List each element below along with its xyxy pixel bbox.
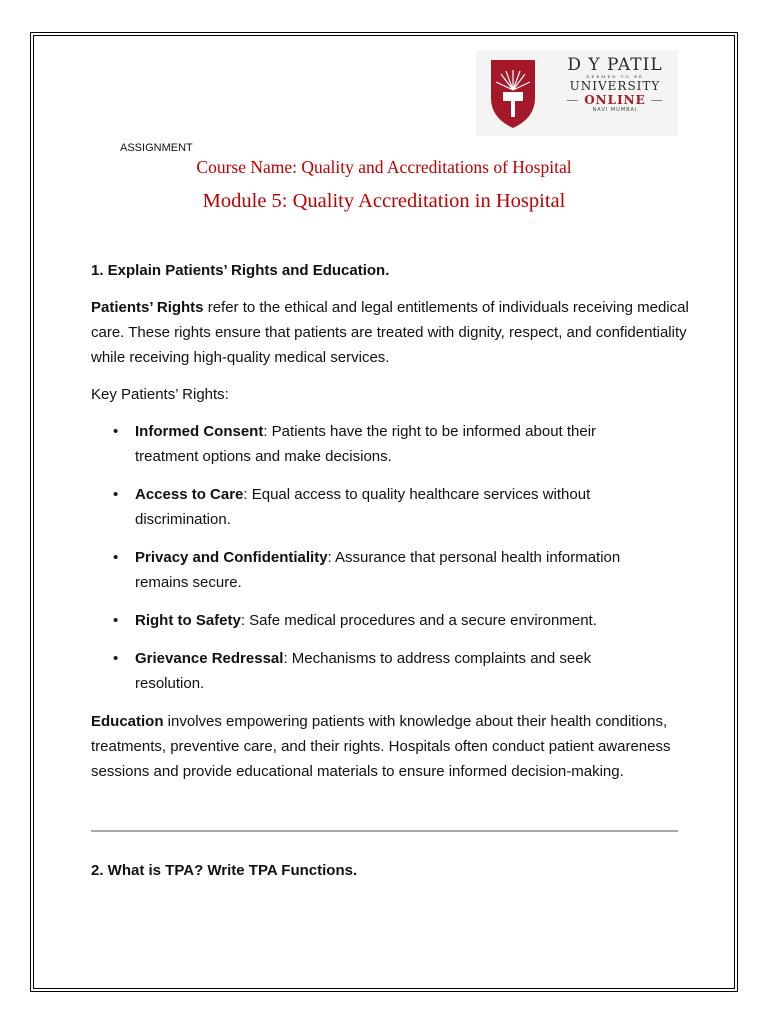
- education-term: Education: [91, 713, 164, 730]
- question-1-heading: 1. Explain Patients’ Rights and Education.: [91, 262, 390, 279]
- right-term: Privacy and Confidentiality: [135, 549, 328, 566]
- bullet-icon: •: [113, 549, 119, 566]
- university-logo: [476, 50, 678, 136]
- right-term: Informed Consent: [135, 423, 264, 440]
- document-body: [91, 258, 691, 796]
- patients-rights-text: refer to the ethical and legal entitlements of individuals receiving medical care. These rights ensure that patients are treated with dignity, respect, and confidentiality while receiving high-quality medical services.: [91, 299, 689, 366]
- list-item: [113, 482, 691, 532]
- list-item: [113, 419, 691, 469]
- logo-line-3: — ONLINE —: [566, 93, 664, 107]
- right-text: : Mechanisms to address complaints and seek resolution.: [135, 650, 592, 692]
- education-paragraph: [91, 709, 691, 784]
- right-term: Grievance Redressal: [135, 650, 284, 667]
- logo-online-text: ONLINE: [584, 93, 646, 107]
- course-name: Course Name: Quality and Accreditations of Hospital: [196, 157, 572, 177]
- bullet-icon: •: [113, 612, 119, 629]
- logo-line-1-sub: DEEMED TO BE: [586, 74, 644, 79]
- right-text: : Patients have the right to be informed about their treatment options and make decisions.: [135, 423, 597, 465]
- logo-line-2: UNIVERSITY: [569, 79, 661, 93]
- patients-rights-term: Patients’ Rights: [91, 299, 204, 316]
- shield-emblem-icon: [488, 56, 538, 130]
- list-item: [113, 646, 691, 696]
- right-term: Access to Care: [135, 486, 244, 503]
- question-2-heading: 2. What is TPA? Write TPA Functions.: [91, 862, 358, 879]
- module-title: Module 5: Quality Accreditation in Hospital: [202, 190, 566, 212]
- bullet-icon: •: [113, 486, 119, 503]
- right-text: : Safe medical procedures and a secure environment.: [240, 612, 597, 629]
- assignment-label: ASSIGNMENT: [120, 142, 193, 154]
- bullet-icon: •: [113, 423, 119, 440]
- rights-list: [91, 419, 691, 696]
- bullet-icon: •: [113, 650, 119, 667]
- section-divider: [91, 830, 678, 832]
- right-text: : Assurance that personal health information remains secure.: [135, 549, 621, 591]
- logo-line-1: D Y PATIL: [567, 55, 663, 75]
- right-text: : Equal access to quality healthcare services without discrimination.: [135, 486, 591, 528]
- patients-rights-paragraph: [91, 295, 691, 370]
- list-item: [113, 545, 691, 595]
- logo-line-4: NAVI MUMBAI: [592, 107, 638, 113]
- right-term: Right to Safety: [135, 612, 241, 629]
- education-text: involves empowering patients with knowledge about their health conditions, treatments, preventive care, and their rights. Hospitals often conduct patient awareness sessions and provide educational materials to ensure informed decision-making.: [91, 713, 671, 780]
- key-rights-label: Key Patients’ Rights:: [91, 386, 229, 403]
- list-item: [113, 608, 691, 633]
